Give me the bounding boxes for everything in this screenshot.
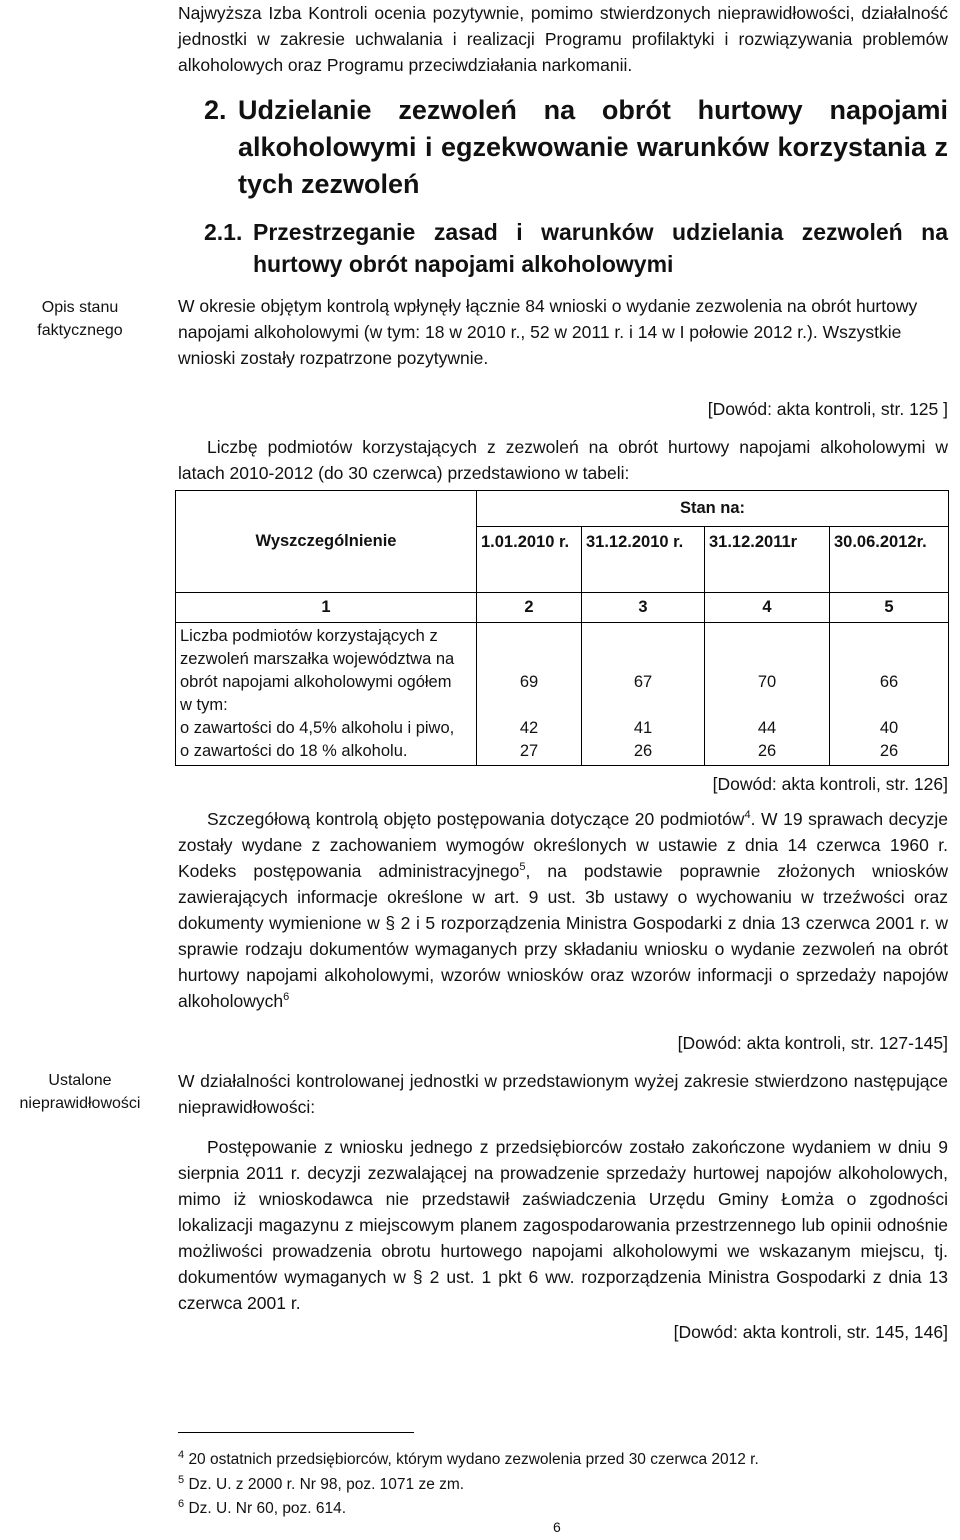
paragraph-nieprawidlowosci: W działalności kontrolowanej jednostki w przedstawionym wyżej zakresie stwierdzono następujące nieprawidłowości:	[178, 1071, 948, 1117]
footnote-6-text: Dz. U. Nr 60, poz. 614.	[188, 1500, 347, 1517]
paragraph-szczegolowa-part1: Szczegółową kontrolą objęto postępowania dotyczące 20 podmiotów	[207, 809, 745, 829]
table-colnum-4: 4	[705, 593, 830, 623]
table-colnum-3: 3	[582, 593, 705, 623]
row-label-main: Liczba podmiotów korzystających z zezwoleń marszałka województwa na obrót napojami alkoholowymi ogółem	[180, 627, 455, 691]
strong-value: 26	[757, 742, 777, 760]
footnote-ref-4: 4	[744, 809, 751, 822]
paragraph-postepowanie: Postępowanie z wniosku jednego z przedsiębiorców zostało zakończone wydaniem w dniu 9 sierpnia 2011 r. decyzji zezwalającej na prowadzenie sprzedaży hurtowej napojów alkoholowych, mimo iż wnioskodawca nie przedstawił zaświadczenia Urzędu Gminy Łomża o zgodności lokalizacji magazynu z miejscowym planem zagospodarowania przestrzennego lub opinii odnośnie możliwości prowadzenia obrotu hurtowego napojami alkoholowymi we wskazanym miejscu, tj. dokumentów wymaganych w § 2 ust. 1 pkt 6 ww. rozporządzenia Ministra Gospodarki z dnia 13 czerwca 2001 r.	[178, 1137, 948, 1313]
footnote-5	[178, 1474, 464, 1496]
evidence-2: [Dowód: akta kontroli, str. 126]	[712, 774, 948, 794]
sidebar-label-ustalone: Ustalone nieprawidłowości	[19, 1072, 141, 1112]
strong-value: 27	[519, 742, 539, 760]
footnote-4	[178, 1449, 759, 1471]
paragraph-szczegolowa	[178, 806, 948, 1014]
beer-value: 44	[757, 719, 777, 737]
intro-paragraph: Najwyższa Izba Kontroli ocenia pozytywnie, pomimo stwierdzonych nieprawidłowości, działalność jednostki w zakresie uchwalania i realizacji Programu profilaktyki i rozwiązywania problemów alkoholowych oraz Programu przeciwdziałania narkomanii.	[178, 3, 948, 75]
beer-value: 42	[519, 719, 539, 737]
paragraph-szczegolowa-part3: , na podstawie poprawnie złożonych wniosków zawierających informacje określone w art. 9 ust. 3b ustawy o wychowaniu w trzeźwości oraz dokumenty wymienione w § 2 i 5 rozporządzenia Ministra Gospodarki z dnia 13 czerwca 2001 r. w sprawie rodzaju dokumentów wymaganych przy składaniu wniosku o wydanie zezwoleń na obrót hurtowy napojami alkoholowymi, wzorów wniosków oraz wzorów informacji o sprzedaży napojów alkoholowych	[178, 861, 948, 1011]
table-header-stan-na: Stan na:	[477, 491, 949, 527]
table-date-4: 30.06.2012r.	[830, 527, 949, 593]
strong-value: 26	[879, 742, 899, 760]
footnote-5-text: Dz. U. z 2000 r. Nr 98, poz. 1071 ze zm.	[188, 1476, 465, 1493]
section-2-title: Udzielanie zezwoleń na obrót hurtowy napojami alkoholowymi i egzekwowanie warunków korzystania z tych zezwoleń	[238, 95, 948, 199]
table-colnum-2: 2	[477, 593, 582, 623]
evidence-4: [Dowód: akta kontroli, str. 145, 146]	[673, 1322, 948, 1342]
footnote-ref-5: 5	[519, 861, 526, 874]
page-number: 6	[553, 1519, 561, 1535]
row-label-strong: o zawartości do 18 % alkoholu.	[180, 742, 408, 760]
total-value: 70	[757, 673, 777, 691]
total-value: 66	[879, 673, 899, 691]
beer-value: 41	[633, 719, 653, 737]
row-label-beer: o zawartości do 4,5% alkoholu i piwo,	[180, 719, 455, 737]
paragraph-wnioski: W okresie objętym kontrolą wpłynęły łącznie 84 wnioski o wydanie zezwolenia na obrót hurtowy napojami alkoholowymi (w tym: 18 w 2010 r., 52 w 2011 r. i 14 w I połowie 2012 r.). Wszystkie wnioski zostały rozpatrzone pozytywnie.	[178, 296, 918, 368]
table-date-1: 1.01.2010 r.	[477, 527, 582, 593]
table-row-label	[176, 623, 477, 766]
footnote-6-number: 6	[178, 1497, 185, 1510]
paragraph-szczegolowa-part2: . W 19 sprawach decyzje zostały wydane z zachowaniem wymogów określonych w ustawie z dnia 14 czerwca 1960 r. Kodeks postępowania administracyjnego	[178, 809, 948, 881]
sidebar-label-opis: Opis stanu faktycznego	[37, 299, 123, 339]
table-cell-2011	[705, 623, 830, 766]
beer-value: 40	[879, 719, 899, 737]
evidence-1: [Dowód: akta kontroli, str. 125 ]	[707, 399, 948, 419]
table-header-wyszczegolnienie: Wyszczególnienie	[176, 491, 477, 593]
footnote-separator	[178, 1432, 414, 1433]
total-value: 67	[633, 673, 653, 691]
footnote-4-number: 4	[178, 1448, 185, 1461]
row-label-wtym: w tym:	[180, 696, 228, 714]
total-value: 69	[519, 673, 539, 691]
evidence-3: [Dowód: akta kontroli, str. 127-145]	[677, 1033, 948, 1053]
paragraph-liczba: Liczbę podmiotów korzystających z zezwoleń na obrót hurtowy napojami alkoholowymi w latach 2010-2012 (do 30 czerwca) przedstawiono w tabeli:	[178, 437, 948, 483]
table-cell-2010a	[477, 623, 582, 766]
footnote-6	[178, 1498, 346, 1520]
table-colnum-5: 5	[830, 593, 949, 623]
section-2-number: 2.	[204, 95, 227, 125]
table-date-2: 31.12.2010 r.	[582, 527, 705, 593]
permits-table	[175, 490, 949, 766]
footnote-ref-6: 6	[283, 991, 290, 1004]
table-date-3: 31.12.2011r	[705, 527, 830, 593]
table-cell-2010b	[582, 623, 705, 766]
footnote-4-text: 20 ostatnich przedsiębiorców, którym wydano zezwolenia przed 30 czerwca 2012 r.	[188, 1451, 759, 1468]
table-cell-2012	[830, 623, 949, 766]
section-2-1-title: Przestrzeganie zasad i warunków udzielania zezwoleń na hurtowy obrót napojami alkoholowymi	[253, 219, 948, 277]
table-colnum-1: 1	[176, 593, 477, 623]
section-2-1-number: 2.1.	[204, 219, 243, 245]
strong-value: 26	[633, 742, 653, 760]
footnote-5-number: 5	[178, 1473, 185, 1486]
